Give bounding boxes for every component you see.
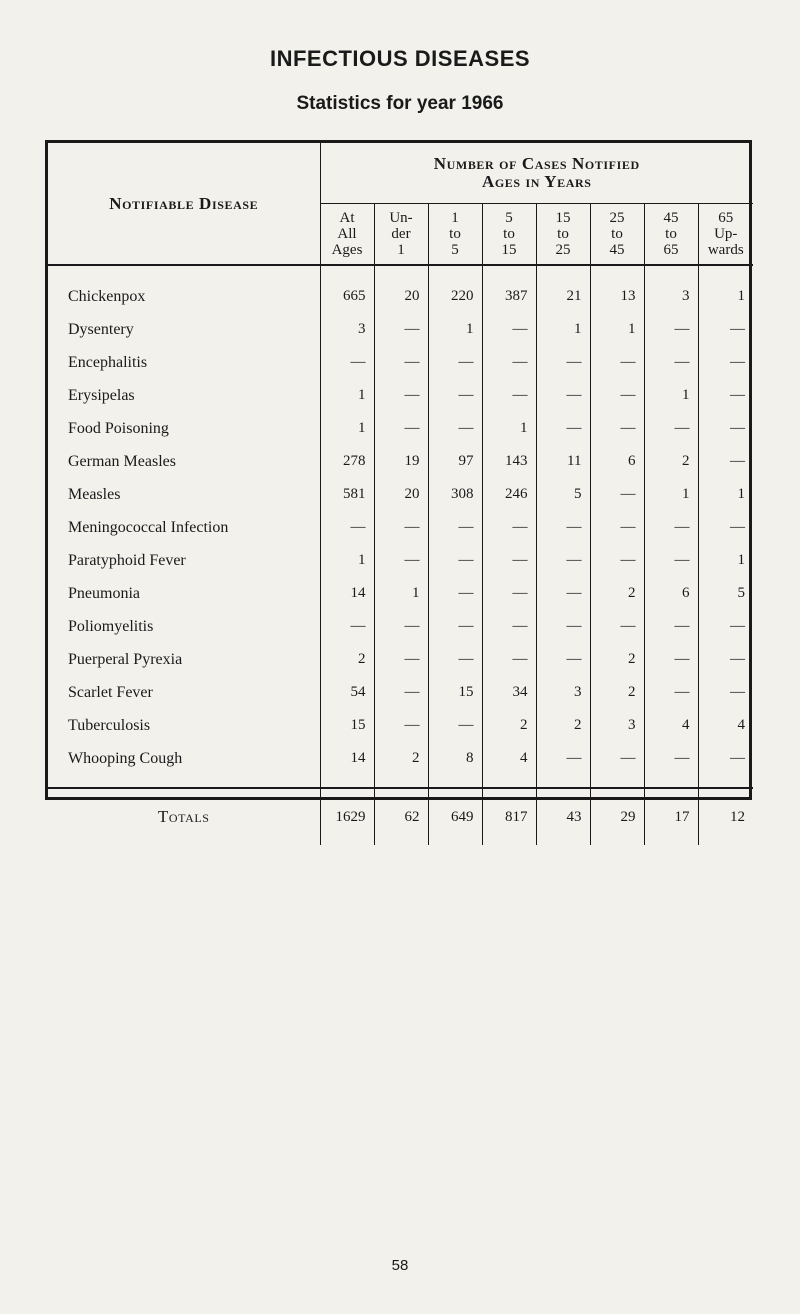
case-count-cell: —: [428, 346, 482, 379]
total-cell: 17: [644, 788, 698, 845]
case-count-cell: —: [536, 544, 590, 577]
case-count-cell: 1: [428, 313, 482, 346]
case-count-cell: —: [428, 709, 482, 742]
age-column-header: [644, 204, 698, 266]
case-count-cell: 278: [320, 445, 374, 478]
table-row: [48, 577, 753, 610]
table-row: [48, 511, 753, 544]
case-count-cell: 4: [482, 742, 536, 788]
totals-row: [48, 788, 753, 845]
table-row: [48, 478, 753, 511]
case-count-cell: 4: [644, 709, 698, 742]
case-count-cell: —: [482, 610, 536, 643]
case-count-cell: 220: [428, 265, 482, 313]
case-count-cell: —: [482, 379, 536, 412]
case-count-cell: 11: [536, 445, 590, 478]
disease-name: Paratyphoid Fever: [48, 544, 320, 577]
case-count-cell: —: [428, 379, 482, 412]
table-row: [48, 265, 753, 313]
table-body: [48, 265, 753, 788]
case-count-cell: —: [536, 742, 590, 788]
case-count-cell: 1: [482, 412, 536, 445]
case-count-cell: —: [374, 511, 428, 544]
case-count-cell: 5: [536, 478, 590, 511]
totals-label: Totals: [48, 788, 320, 845]
case-count-cell: —: [374, 412, 428, 445]
age-column-header-line: to: [557, 226, 569, 242]
age-column-header: [536, 204, 590, 266]
case-count-cell: —: [482, 313, 536, 346]
age-column-header-line: Un-: [389, 210, 413, 226]
case-count-cell: 2: [320, 643, 374, 676]
age-column-header-line: 15: [501, 242, 517, 258]
case-count-cell: —: [374, 709, 428, 742]
table-row: [48, 709, 753, 742]
case-count-cell: 2: [590, 643, 644, 676]
case-count-cell: —: [590, 478, 644, 511]
table-row: [48, 313, 753, 346]
disease-name: Whooping Cough: [48, 742, 320, 788]
case-count-cell: —: [536, 379, 590, 412]
case-count-cell: —: [536, 511, 590, 544]
case-count-cell: 54: [320, 676, 374, 709]
case-count-cell: 1: [320, 379, 374, 412]
case-count-cell: —: [590, 379, 644, 412]
case-count-cell: —: [374, 643, 428, 676]
case-count-cell: —: [730, 750, 746, 766]
disease-name: German Measles: [48, 445, 320, 478]
case-count-cell: 97: [428, 445, 482, 478]
age-column-header: [320, 204, 374, 266]
case-count-cell: —: [730, 321, 746, 337]
case-count-cell: —: [590, 610, 644, 643]
case-count-cell: 3: [590, 709, 644, 742]
age-column-header-line: 25: [555, 242, 571, 258]
age-column-header-line: Up-: [714, 226, 738, 242]
case-count-cell: —: [428, 412, 482, 445]
total-cell: 12: [698, 788, 753, 845]
age-column-header-line: der: [391, 226, 411, 242]
age-column-header-line: 5: [451, 242, 459, 258]
case-count-cell: 15: [320, 709, 374, 742]
age-column-header-line: wards: [707, 242, 744, 258]
case-count-cell: 2: [536, 709, 590, 742]
case-count-cell: —: [590, 544, 644, 577]
case-count-cell: 2: [644, 445, 698, 478]
table-row: [48, 412, 753, 445]
table-row: [48, 346, 753, 379]
case-count-cell: —: [730, 387, 746, 403]
case-count-cell: 2: [590, 676, 644, 709]
disease-column-header: Notifiable Disease: [48, 143, 320, 265]
total-cell: 817: [482, 788, 536, 845]
case-count-cell: 3: [320, 313, 374, 346]
case-count-cell: —: [374, 346, 428, 379]
table-row: [48, 742, 753, 788]
table-row: [48, 445, 753, 478]
case-count-cell: 2: [482, 709, 536, 742]
case-count-cell: 15: [428, 676, 482, 709]
age-column-header: [590, 204, 644, 266]
case-count-cell: —: [730, 453, 746, 469]
case-count-cell: —: [374, 676, 428, 709]
case-count-cell: —: [320, 610, 374, 643]
case-count-cell: 581: [320, 478, 374, 511]
case-count-cell: 3: [536, 676, 590, 709]
disease-name: Encephalitis: [48, 346, 320, 379]
case-count-cell: —: [590, 412, 644, 445]
case-count-cell: —: [536, 346, 590, 379]
case-count-cell: —: [374, 379, 428, 412]
case-count-cell: —: [536, 643, 590, 676]
case-count-cell: —: [730, 684, 746, 700]
case-count-cell: 1: [590, 313, 644, 346]
group-header-line1: Number of Cases Notified: [433, 154, 640, 173]
case-count-cell: —: [644, 643, 698, 676]
case-count-cell: 20: [374, 478, 428, 511]
case-count-cell: —: [482, 346, 536, 379]
case-count-cell: —: [644, 544, 698, 577]
page-number: 58: [391, 1257, 409, 1274]
case-count-cell: —: [428, 643, 482, 676]
case-count-cell: 19: [374, 445, 428, 478]
case-count-cell: —: [428, 577, 482, 610]
disease-name: Food Poisoning: [48, 412, 320, 445]
case-count-cell: —: [428, 511, 482, 544]
page-subtitle: Statistics for year 1966: [296, 93, 504, 114]
case-count-cell: 14: [320, 742, 374, 788]
case-count-cell: 1: [536, 313, 590, 346]
case-count-cell: 6: [644, 577, 698, 610]
case-count-cell: —: [590, 346, 644, 379]
case-count-cell: 6: [590, 445, 644, 478]
case-count-cell: —: [536, 610, 590, 643]
case-count-cell: 1: [737, 288, 746, 304]
disease-name: Scarlet Fever: [48, 676, 320, 709]
age-column-header-line: 25: [609, 210, 625, 226]
case-count-cell: 387: [482, 265, 536, 313]
case-count-cell: 246: [482, 478, 536, 511]
case-count-cell: 34: [482, 676, 536, 709]
disease-name: Pneumonia: [48, 577, 320, 610]
age-column-header-line: 1: [451, 210, 459, 226]
age-column-header-line: to: [503, 226, 515, 242]
table-row: [48, 379, 753, 412]
case-count-cell: —: [536, 577, 590, 610]
case-count-cell: —: [644, 610, 698, 643]
age-column-header-line: 45: [609, 242, 625, 258]
case-count-cell: 2: [590, 577, 644, 610]
case-count-cell: 143: [482, 445, 536, 478]
case-count-cell: 1: [320, 412, 374, 445]
age-column-header: [428, 204, 482, 266]
age-column-header-line: At: [339, 210, 355, 226]
case-count-cell: —: [644, 676, 698, 709]
table-row: [48, 544, 753, 577]
case-count-cell: —: [590, 511, 644, 544]
case-count-cell: 1: [374, 577, 428, 610]
age-column-header-line: 15: [555, 210, 571, 226]
case-count-cell: 14: [320, 577, 374, 610]
case-count-cell: 1: [644, 478, 698, 511]
disease-name: Tuberculosis: [48, 709, 320, 742]
case-count-cell: 21: [536, 265, 590, 313]
case-count-cell: 308: [428, 478, 482, 511]
case-count-cell: 13: [590, 265, 644, 313]
case-count-cell: —: [536, 412, 590, 445]
statistics-table-frame: [45, 140, 752, 826]
case-count-cell: —: [644, 742, 698, 788]
case-count-cell: —: [644, 412, 698, 445]
case-count-cell: 1: [737, 486, 746, 502]
cases-notified-group-header: [320, 143, 753, 204]
case-count-cell: —: [644, 313, 698, 346]
age-column-header-line: to: [611, 226, 623, 242]
case-count-cell: 4: [737, 717, 746, 733]
case-count-cell: 20: [374, 265, 428, 313]
age-column-header-line: 65: [718, 210, 734, 226]
case-count-cell: —: [320, 511, 374, 544]
total-cell: 1629: [320, 788, 374, 845]
case-count-cell: —: [482, 544, 536, 577]
case-count-cell: —: [374, 610, 428, 643]
table-row: [48, 610, 753, 643]
case-count-cell: —: [590, 742, 644, 788]
total-cell: 649: [428, 788, 482, 845]
case-count-cell: —: [730, 420, 746, 436]
case-count-cell: —: [482, 511, 536, 544]
case-count-cell: —: [428, 610, 482, 643]
case-count-cell: —: [374, 313, 428, 346]
disease-name: Meningococcal Infection: [48, 511, 320, 544]
case-count-cell: —: [730, 651, 746, 667]
age-column-header: [482, 204, 536, 266]
disease-name: Chickenpox: [48, 265, 320, 313]
age-column-header-line: 5: [505, 210, 513, 226]
disease-name: Dysentery: [48, 313, 320, 346]
case-count-cell: —: [482, 643, 536, 676]
total-cell: 43: [536, 788, 590, 845]
case-count-cell: 2: [374, 742, 428, 788]
case-count-cell: 665: [320, 265, 374, 313]
case-count-cell: 1: [737, 552, 746, 568]
case-count-cell: 1: [644, 379, 698, 412]
age-column-header-line: to: [665, 226, 677, 242]
case-count-cell: —: [730, 519, 746, 535]
age-column-header: [374, 204, 428, 266]
case-count-cell: —: [644, 511, 698, 544]
case-count-cell: —: [644, 346, 698, 379]
age-column-header-line: 45: [663, 210, 679, 226]
group-header-line2: Ages in Years: [481, 172, 592, 191]
disease-name: Puerperal Pyrexia: [48, 643, 320, 676]
case-count-cell: —: [374, 544, 428, 577]
page-title: INFECTIOUS DISEASES: [269, 46, 531, 71]
age-column-header-line: 1: [397, 242, 405, 258]
case-count-cell: —: [428, 544, 482, 577]
total-cell: 29: [590, 788, 644, 845]
age-column-header-line: 65: [663, 242, 679, 258]
table-row: [48, 676, 753, 709]
disease-name: Poliomyelitis: [48, 610, 320, 643]
case-count-cell: 3: [644, 265, 698, 313]
case-count-cell: —: [320, 346, 374, 379]
disease-name: Measles: [48, 478, 320, 511]
total-cell: 62: [374, 788, 428, 845]
age-column-header-line: All: [337, 226, 357, 242]
statistics-table: [48, 143, 753, 845]
case-count-cell: 1: [320, 544, 374, 577]
case-count-cell: —: [730, 354, 746, 370]
case-count-cell: 5: [737, 585, 746, 601]
case-count-cell: —: [730, 618, 746, 634]
case-count-cell: 8: [428, 742, 482, 788]
disease-name: Erysipelas: [48, 379, 320, 412]
age-column-header-line: to: [449, 226, 461, 242]
table-row: [48, 643, 753, 676]
case-count-cell: —: [482, 577, 536, 610]
age-column-header-line: Ages: [331, 242, 363, 258]
age-column-header: [698, 204, 753, 266]
